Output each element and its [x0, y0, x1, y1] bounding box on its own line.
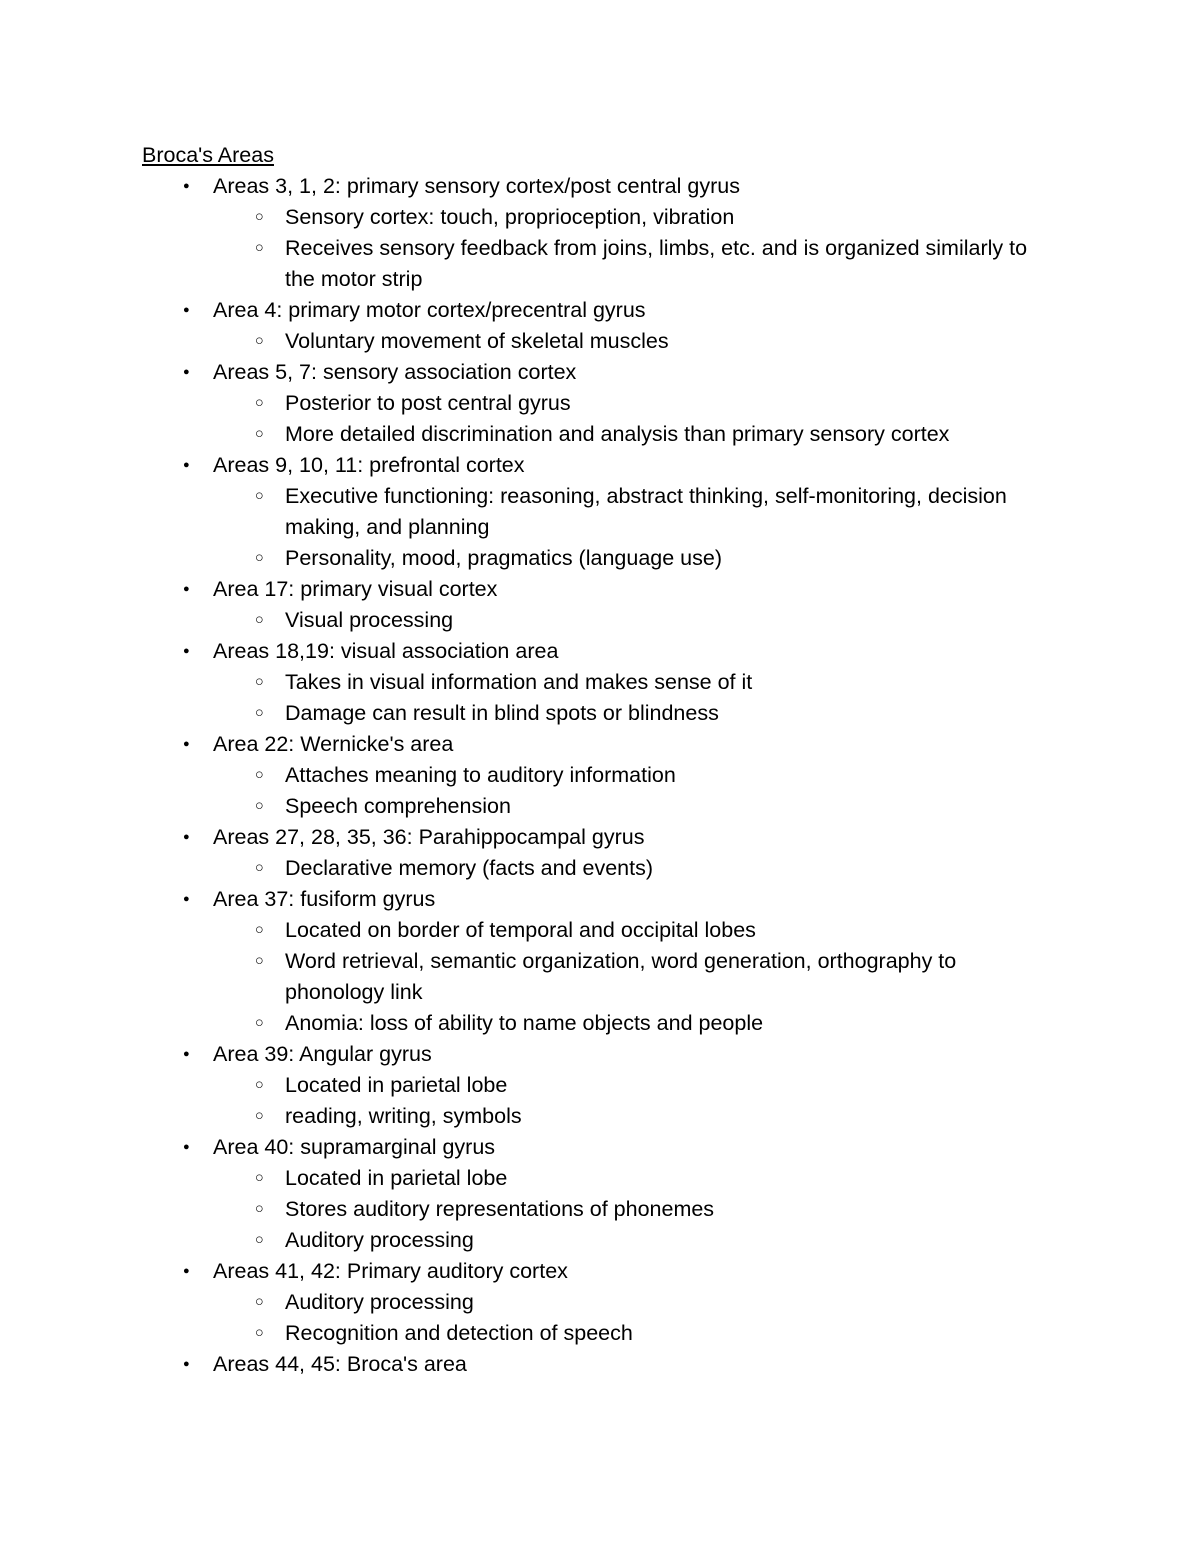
list-item [142, 822, 1060, 853]
list-item [142, 450, 1060, 481]
sub-list-item-text: Recognition and detection of speech [285, 1321, 633, 1345]
sub-list-item-text: Executive functioning: reasoning, abstract thinking, self-monitoring, decision making, and planning [285, 484, 1007, 539]
circle-bullet-icon: ○ [255, 1201, 264, 1217]
sub-list-item-text: Auditory processing [285, 1228, 474, 1252]
disc-bullet-icon: ● [183, 738, 190, 750]
sub-list-item-text: Speech comprehension [285, 794, 511, 818]
list-item-text: Areas 44, 45: Broca's area [213, 1352, 467, 1376]
list-item [142, 295, 1060, 326]
circle-bullet-icon: ○ [255, 767, 264, 783]
circle-bullet-icon: ○ [255, 550, 264, 566]
list-item [142, 729, 1060, 760]
sub-list-item [142, 667, 1060, 698]
sub-list-item-text: Voluntary movement of skeletal muscles [285, 329, 669, 353]
list-item [142, 1349, 1060, 1380]
sub-list-item-text: Attaches meaning to auditory information [285, 763, 676, 787]
list-item-text: Areas 18,19: visual association area [213, 639, 559, 663]
list-item [142, 1039, 1060, 1070]
disc-bullet-icon: ● [183, 304, 190, 316]
disc-bullet-icon: ● [183, 583, 190, 595]
notes-list [142, 171, 1060, 1380]
sub-list-item [142, 698, 1060, 729]
list-item-text: Area 40: supramarginal gyrus [213, 1135, 496, 1159]
sub-list-item-text: Auditory processing [285, 1290, 474, 1314]
list-item-text: Areas 41, 42: Primary auditory cortex [213, 1259, 568, 1283]
sub-list-item [142, 1070, 1060, 1101]
sub-list-item [142, 605, 1060, 636]
sub-list-item-text: Takes in visual information and makes sense of it [285, 670, 753, 694]
sub-list-item [142, 915, 1060, 946]
circle-bullet-icon: ○ [255, 1232, 264, 1248]
sub-list-item [142, 853, 1060, 884]
disc-bullet-icon: ● [183, 180, 190, 192]
list-item-text: Area 37: fusiform gyrus [213, 887, 436, 911]
circle-bullet-icon: ○ [255, 1170, 264, 1186]
sub-list-item-text: Word retrieval, semantic organization, word generation, orthography to phonology link [285, 949, 957, 1004]
sub-list-item [142, 481, 1060, 543]
circle-bullet-icon: ○ [255, 860, 264, 876]
circle-bullet-icon: ○ [255, 1294, 264, 1310]
circle-bullet-icon: ○ [255, 488, 264, 504]
list-item-text: Area 17: primary visual cortex [213, 577, 498, 601]
sub-list-item [142, 1163, 1060, 1194]
list-item [142, 884, 1060, 915]
sub-list-item-text: Located in parietal lobe [285, 1073, 508, 1097]
circle-bullet-icon: ○ [255, 1077, 264, 1093]
circle-bullet-icon: ○ [255, 705, 264, 721]
list-item-text: Area 39: Angular gyrus [213, 1042, 432, 1066]
disc-bullet-icon: ● [183, 1048, 190, 1060]
sub-list-item-text: Damage can result in blind spots or blindness [285, 701, 719, 725]
circle-bullet-icon: ○ [255, 674, 264, 690]
circle-bullet-icon: ○ [255, 953, 264, 969]
disc-bullet-icon: ● [183, 645, 190, 657]
disc-bullet-icon: ● [183, 831, 190, 843]
sub-list-item [142, 1287, 1060, 1318]
sub-list-item [142, 419, 1060, 450]
sub-list-item-text: Posterior to post central gyrus [285, 391, 571, 415]
disc-bullet-icon: ● [183, 366, 190, 378]
circle-bullet-icon: ○ [255, 426, 264, 442]
list-item [142, 1256, 1060, 1287]
sub-list-item-text: Anomia: loss of ability to name objects and people [285, 1011, 764, 1035]
sub-list-item [142, 326, 1060, 357]
circle-bullet-icon: ○ [255, 395, 264, 411]
disc-bullet-icon: ● [183, 1141, 190, 1153]
sub-list-item [142, 202, 1060, 233]
sub-list-item-text: Declarative memory (facts and events) [285, 856, 654, 880]
circle-bullet-icon: ○ [255, 333, 264, 349]
disc-bullet-icon: ● [183, 1358, 190, 1370]
list-item-text: Area 22: Wernicke's area [213, 732, 454, 756]
circle-bullet-icon: ○ [255, 612, 264, 628]
sub-list-item [142, 791, 1060, 822]
sub-list-item [142, 1194, 1060, 1225]
sub-list-item-text: Located in parietal lobe [285, 1166, 508, 1190]
circle-bullet-icon: ○ [255, 1108, 264, 1124]
list-item [142, 171, 1060, 202]
sub-list-item [142, 1101, 1060, 1132]
list-item-text: Areas 3, 1, 2: primary sensory cortex/post central gyrus [213, 174, 740, 198]
list-item [142, 1132, 1060, 1163]
sub-list-item-text: Located on border of temporal and occipital lobes [285, 918, 756, 942]
list-item [142, 636, 1060, 667]
sub-list-item [142, 543, 1060, 574]
circle-bullet-icon: ○ [255, 209, 264, 225]
sub-list-item [142, 388, 1060, 419]
sub-list-item-text: More detailed discrimination and analysis than primary sensory cortex [285, 422, 950, 446]
sub-list-item [142, 1318, 1060, 1349]
sub-list-item [142, 1225, 1060, 1256]
sub-list-item-text: Personality, mood, pragmatics (language use) [285, 546, 722, 570]
sub-list-item-text: reading, writing, symbols [285, 1104, 522, 1128]
circle-bullet-icon: ○ [255, 240, 264, 256]
disc-bullet-icon: ● [183, 893, 190, 905]
sub-list-item [142, 760, 1060, 791]
list-item [142, 357, 1060, 388]
list-item-text: Areas 9, 10, 11: prefrontal cortex [213, 453, 525, 477]
disc-bullet-icon: ● [183, 459, 190, 471]
sub-list-item-text: Stores auditory representations of phonemes [285, 1197, 715, 1221]
sub-list-item-text: Visual processing [285, 608, 454, 632]
circle-bullet-icon: ○ [255, 798, 264, 814]
list-item-text: Area 4: primary motor cortex/precentral gyrus [213, 298, 646, 322]
circle-bullet-icon: ○ [255, 1325, 264, 1341]
sub-list-item [142, 1008, 1060, 1039]
list-item-text: Areas 27, 28, 35, 36: Parahippocampal gyrus [213, 825, 645, 849]
document-title: Broca's Areas [142, 143, 274, 167]
list-item-text: Areas 5, 7: sensory association cortex [213, 360, 577, 384]
sub-list-item-text: Sensory cortex: touch, proprioception, vibration [285, 205, 735, 229]
circle-bullet-icon: ○ [255, 1015, 264, 1031]
sub-list-item [142, 233, 1060, 295]
sub-list-item-text: Receives sensory feedback from joins, limbs, etc. and is organized similarly to the motor strip [285, 236, 1028, 291]
list-item [142, 574, 1060, 605]
sub-list-item [142, 946, 1060, 1008]
disc-bullet-icon: ● [183, 1265, 190, 1277]
circle-bullet-icon: ○ [255, 922, 264, 938]
